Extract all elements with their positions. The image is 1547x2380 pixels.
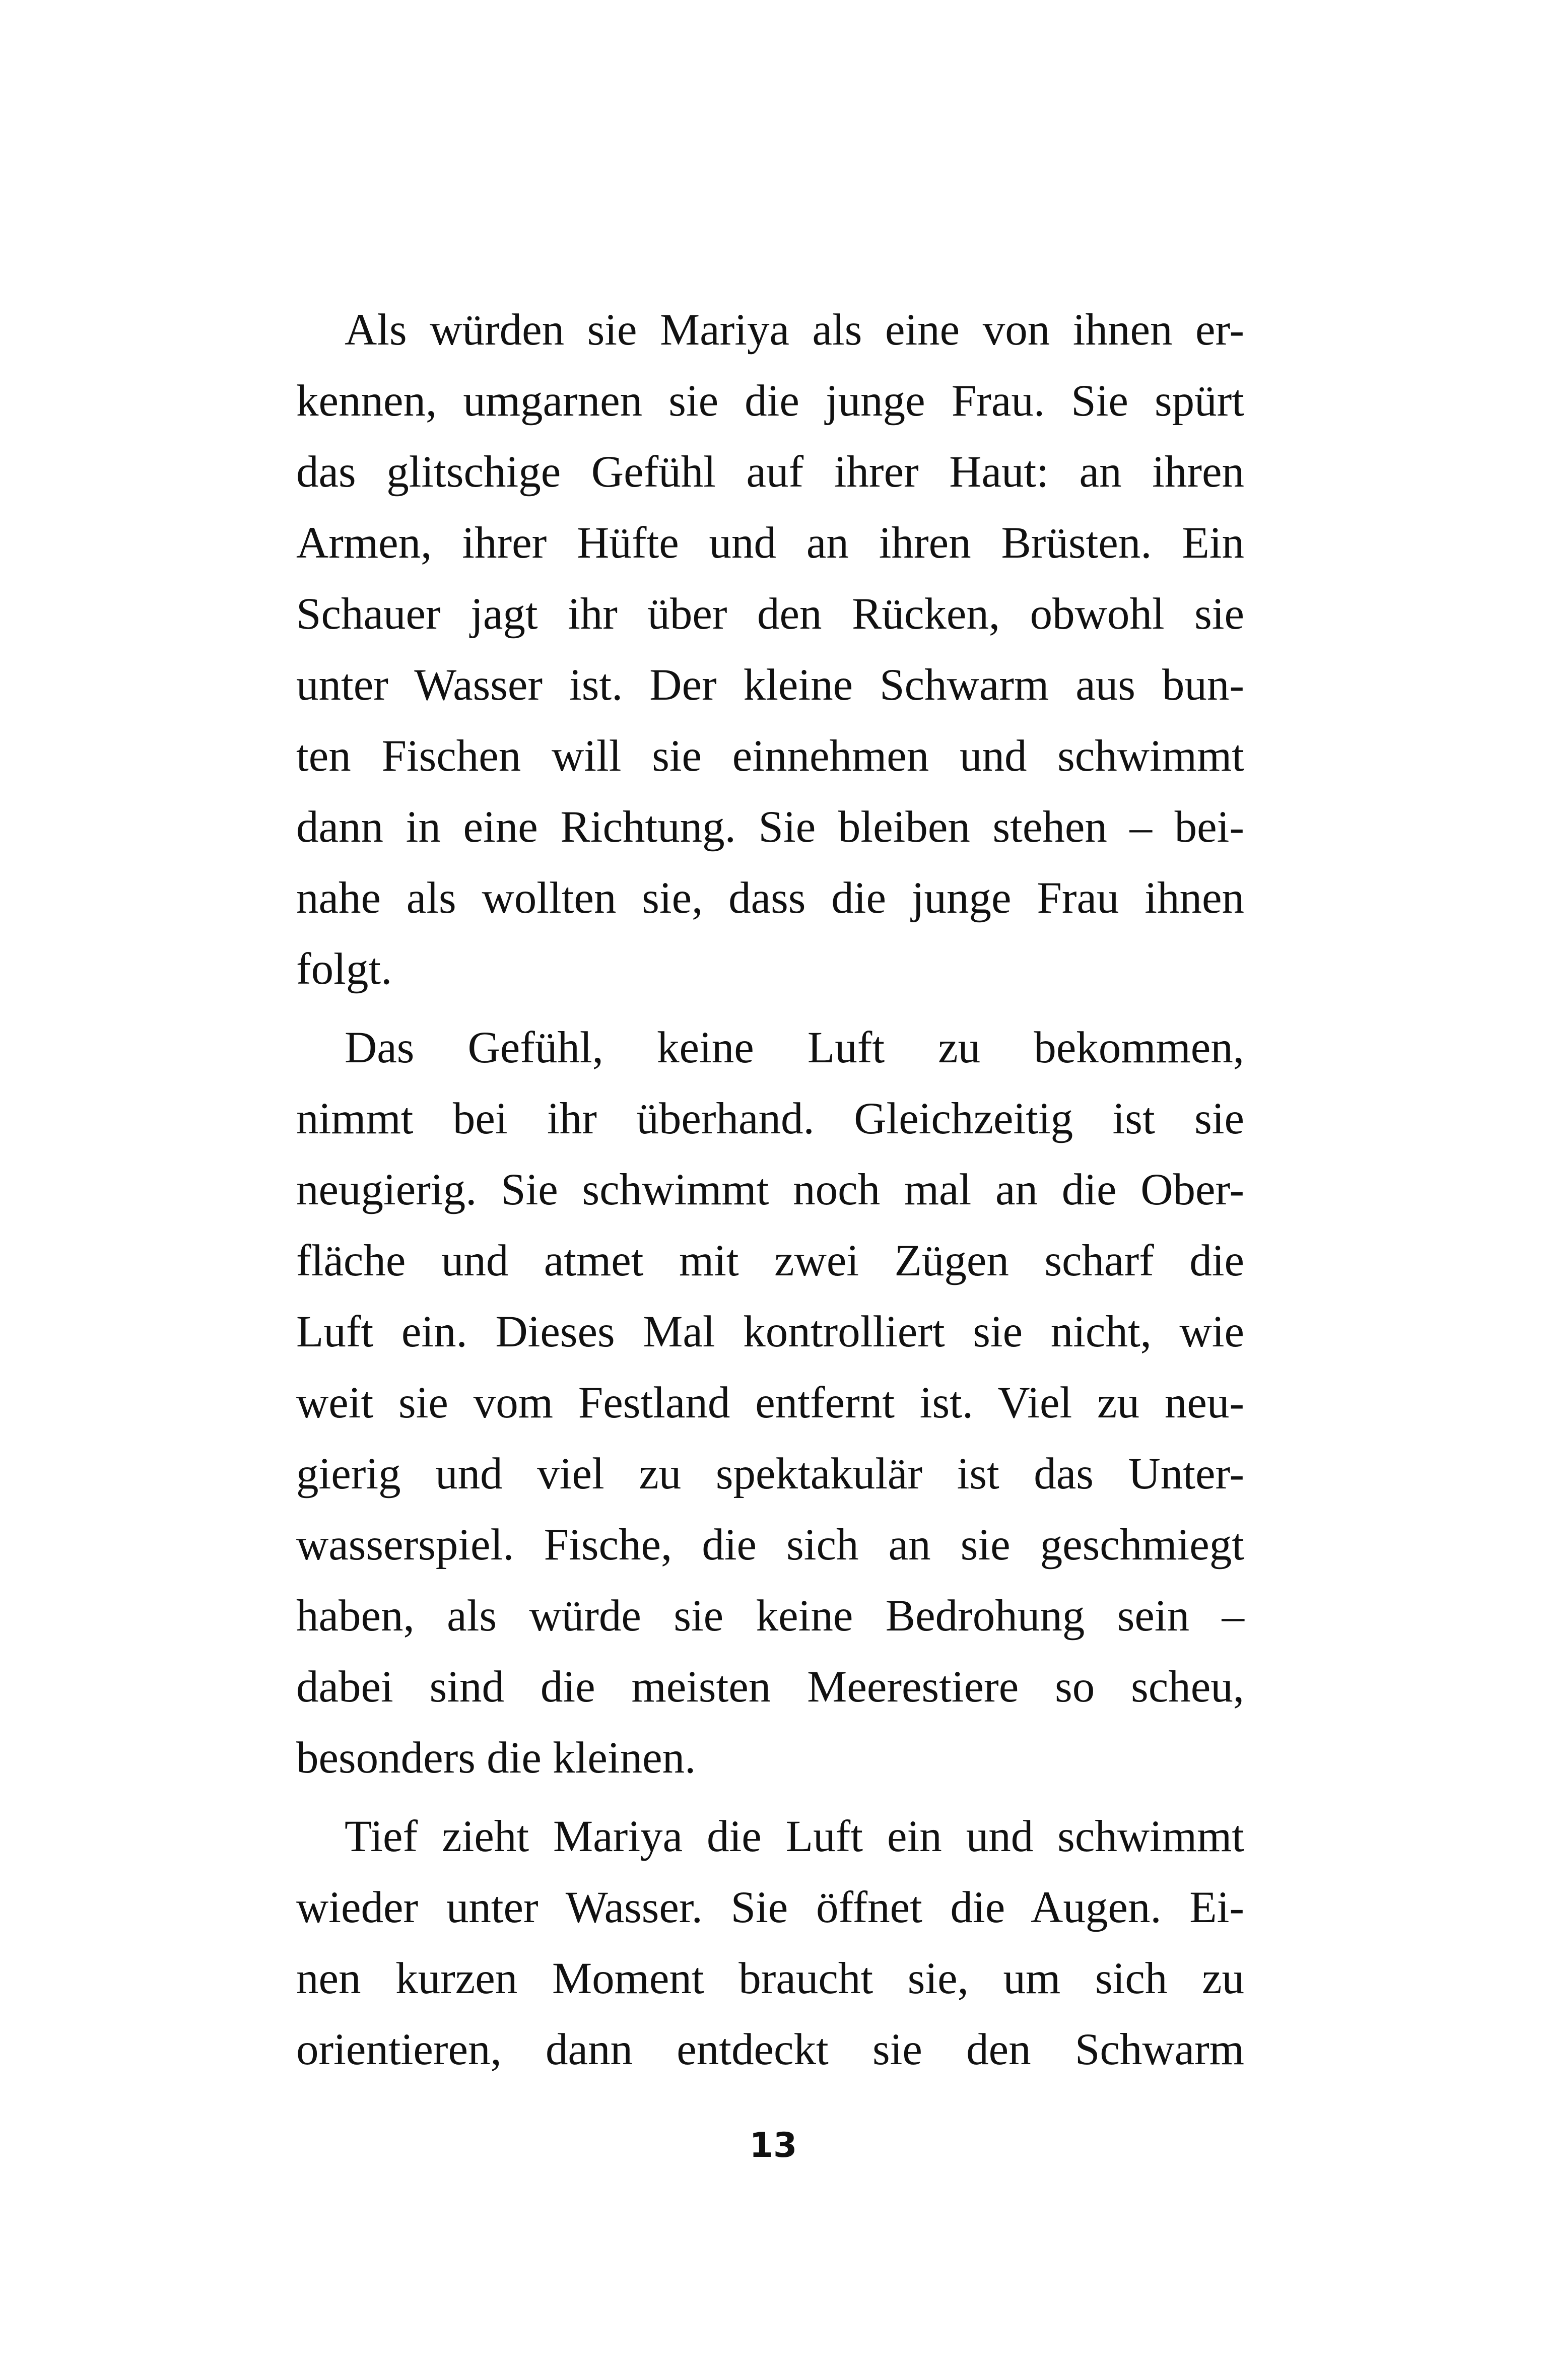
text-line: nahe als wollten sie, dass die junge Frau ihnen (296, 873, 1244, 923)
text-line: Tief zieht Mariya die Luft ein und schwimmt (345, 1812, 1244, 1861)
text-line: besonders die kleinen. (296, 1733, 696, 1783)
text-line: nimmt bei ihr überhand. Gleichzeitig ist sie (296, 1094, 1244, 1143)
text-line: nen kurzen Moment braucht sie, um sich zu (296, 1954, 1244, 2003)
text-line: Das Gefühl, keine Luft zu bekommen, (345, 1023, 1244, 1072)
text-line: gierig und viel zu spektakulär ist das Unter- (296, 1449, 1244, 1499)
page-number: 13 (749, 2126, 797, 2165)
text-line: neugierig. Sie schwimmt noch mal an die Ober- (296, 1165, 1244, 1214)
text-line: dabei sind die meisten Meerestiere so scheu, (296, 1662, 1244, 1712)
text-line: ten Fischen will sie einnehmen und schwimmt (296, 731, 1244, 781)
text-line: weit sie vom Festland entfernt ist. Viel zu neu- (296, 1378, 1244, 1427)
text-line: unter Wasser ist. Der kleine Schwarm aus bun- (296, 660, 1244, 710)
text-line: Als würden sie Mariya als eine von ihnen er- (345, 305, 1244, 355)
text-line: kennen, umgarnen sie die junge Frau. Sie spürt (296, 376, 1244, 426)
text-line: haben, als würde sie keine Bedrohung sein – (296, 1591, 1244, 1641)
text-line: orientieren, dann entdeckt sie den Schwarm (296, 2025, 1244, 2074)
text-line: dann in eine Richtung. Sie bleiben stehen – bei- (296, 802, 1244, 852)
text-line: folgt. (296, 944, 392, 994)
text-line: Luft ein. Dieses Mal kontrolliert sie nicht, wie (296, 1307, 1244, 1356)
text-line: das glitschige Gefühl auf ihrer Haut: an ihren (296, 447, 1244, 497)
text-line: fläche und atmet mit zwei Zügen scharf die (296, 1236, 1244, 1285)
text-line: wieder unter Wasser. Sie öffnet die Augen. Ei- (296, 1883, 1244, 1932)
text-line: Schauer jagt ihr über den Rücken, obwohl sie (296, 589, 1244, 639)
text-line: Armen, ihrer Hüfte und an ihren Brüsten. Ein (296, 518, 1244, 568)
text-line: wasserspiel. Fische, die sich an sie geschmiegt (296, 1520, 1244, 1570)
